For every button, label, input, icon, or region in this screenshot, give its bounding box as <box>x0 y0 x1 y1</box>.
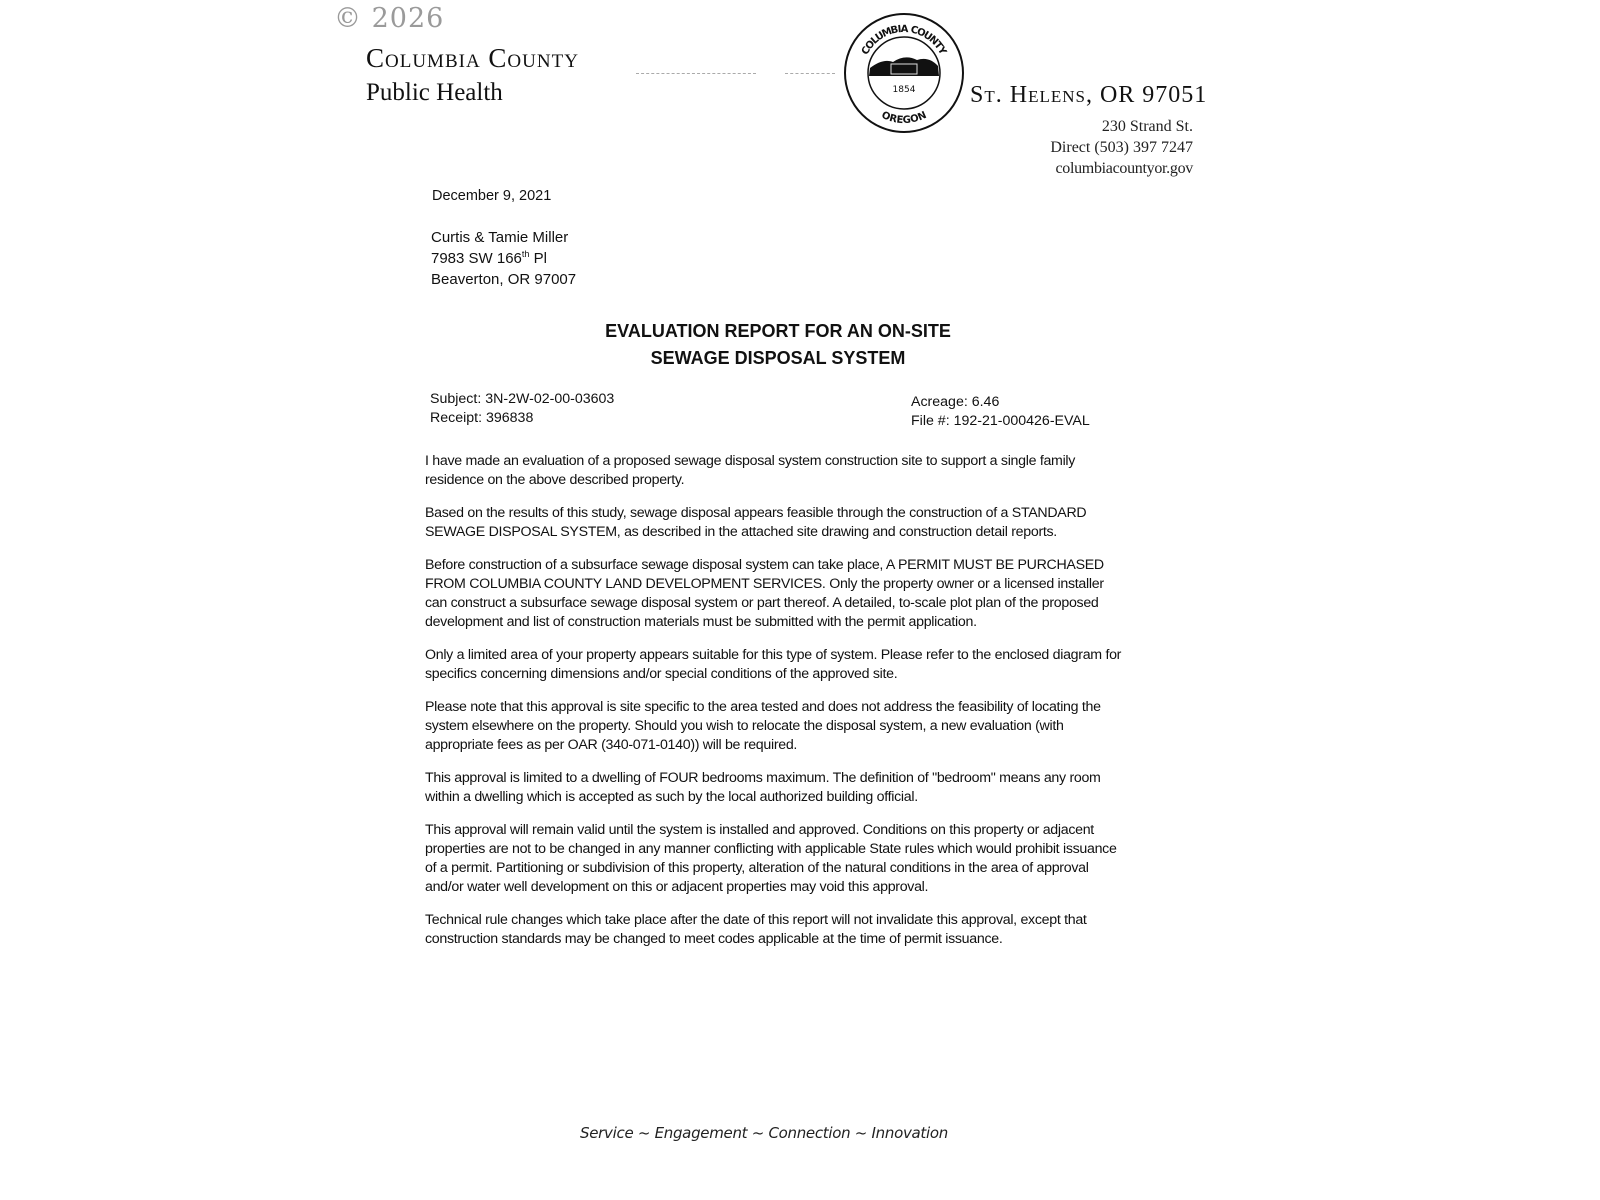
receipt-field: Receipt: 396838 <box>430 410 534 426</box>
header-divider <box>785 73 835 75</box>
letter-date: December 9, 2021 <box>432 188 552 204</box>
body-paragraph: Technical rule changes which take place after the date of this report will not invalidate this approval, except that construction standards may be changed to meet codes applicable at the time of permit issuance. <box>425 912 1087 947</box>
acreage-field: Acreage: 6.46 <box>911 394 1000 410</box>
recipient-name: Curtis & Tamie Miller <box>431 229 569 246</box>
body-paragraph: Before construction of a subsurface sewage disposal system can take place, A PERMIT MUST BE PURCHASED FROM COLUMBIA COUNTY LAND DEVELOPMENT SERVICES. Only the property owner or a licensed installer can construct a subsurface sewage disposal system or part thereof. A detailed, to-scale plot plan of the proposed development and list of construction materials must be submitted with the permit application. <box>425 557 1104 630</box>
body-paragraph: This approval will remain valid until the system is installed and approved. Conditions on this property or adjacent properties are not to be changed in any manner conflicting with applicable State rules which would prohibit issuance of a permit. Partitioning or subdivision of this property, alteration of the natural conditions in the area of approval and/or water well development on this or adjacent properties may void this approval. <box>425 822 1117 895</box>
office-website: columbiacountyor.gov <box>1055 160 1193 177</box>
copyright-watermark: © 2026 <box>334 3 445 34</box>
subject-field: Subject: 3N-2W-02-00-03603 <box>430 391 615 407</box>
office-street: 230 Strand St. <box>1101 118 1193 135</box>
file-block <box>911 393 1090 431</box>
file-number-field: File #: 192-21-000426-EVAL <box>911 413 1090 429</box>
county-seal-logo <box>843 12 965 134</box>
body-paragraph: I have made an evaluation of a proposed sewage disposal system construction site to support a single family residence on the above described property. <box>425 453 1076 488</box>
seal-bottom-text: OREGON <box>879 109 929 127</box>
svg-text:OREGON <box>880 110 929 126</box>
recipient-city: Beaverton, OR 97007 <box>431 271 577 288</box>
body-paragraph: Based on the results of this study, sewage disposal appears feasible through the construction of a STANDARD SEWAGE DISPOSAL SYSTEM, as described in the attached site drawing and construction detail reports. <box>425 505 1087 540</box>
office-contact <box>1050 116 1193 179</box>
organization-department: Public Health <box>366 79 503 106</box>
organization-name: Columbia County <box>366 43 579 73</box>
subject-block <box>430 390 614 428</box>
letter-body <box>425 452 1125 963</box>
seal-top-text: COLUMBIA COUNTY <box>859 23 949 57</box>
office-phone: Direct (503) 397 7247 <box>1050 139 1193 156</box>
office-city: St. Helens, OR 97051 <box>970 82 1208 108</box>
body-paragraph: Please note that this approval is site specific to the area tested and does not address the feasibility of locating the system elsewhere on the property. Should you wish to relocate the disposal system, a new evaluation (with appropriate fees as per OAR (340-071-0140)) will be required. <box>425 699 1101 753</box>
body-paragraph: This approval is limited to a dwelling of FOUR bedrooms maximum. The definition of "bedroom" means any room within a dwelling which is accepted as such by the local authorized building official. <box>425 770 1101 805</box>
header-divider <box>636 73 756 75</box>
recipient-street: 7983 SW 166th Pl <box>431 249 547 267</box>
report-title-line-1: EVALUATION REPORT FOR AN ON-SITE <box>605 321 951 341</box>
recipient-address <box>431 227 576 290</box>
seal-year: 1854 <box>892 85 916 95</box>
report-title <box>0 318 1556 372</box>
report-title-line-2: SEWAGE DISPOSAL SYSTEM <box>650 348 906 368</box>
body-paragraph: Only a limited area of your property appears suitable for this type of system. Please refer to the enclosed diagram for specifics concerning dimensions and/or special conditions of the approved site. <box>425 647 1122 682</box>
footer-motto: Service ~ Engagement ~ Connection ~ Innovation <box>580 1124 948 1142</box>
